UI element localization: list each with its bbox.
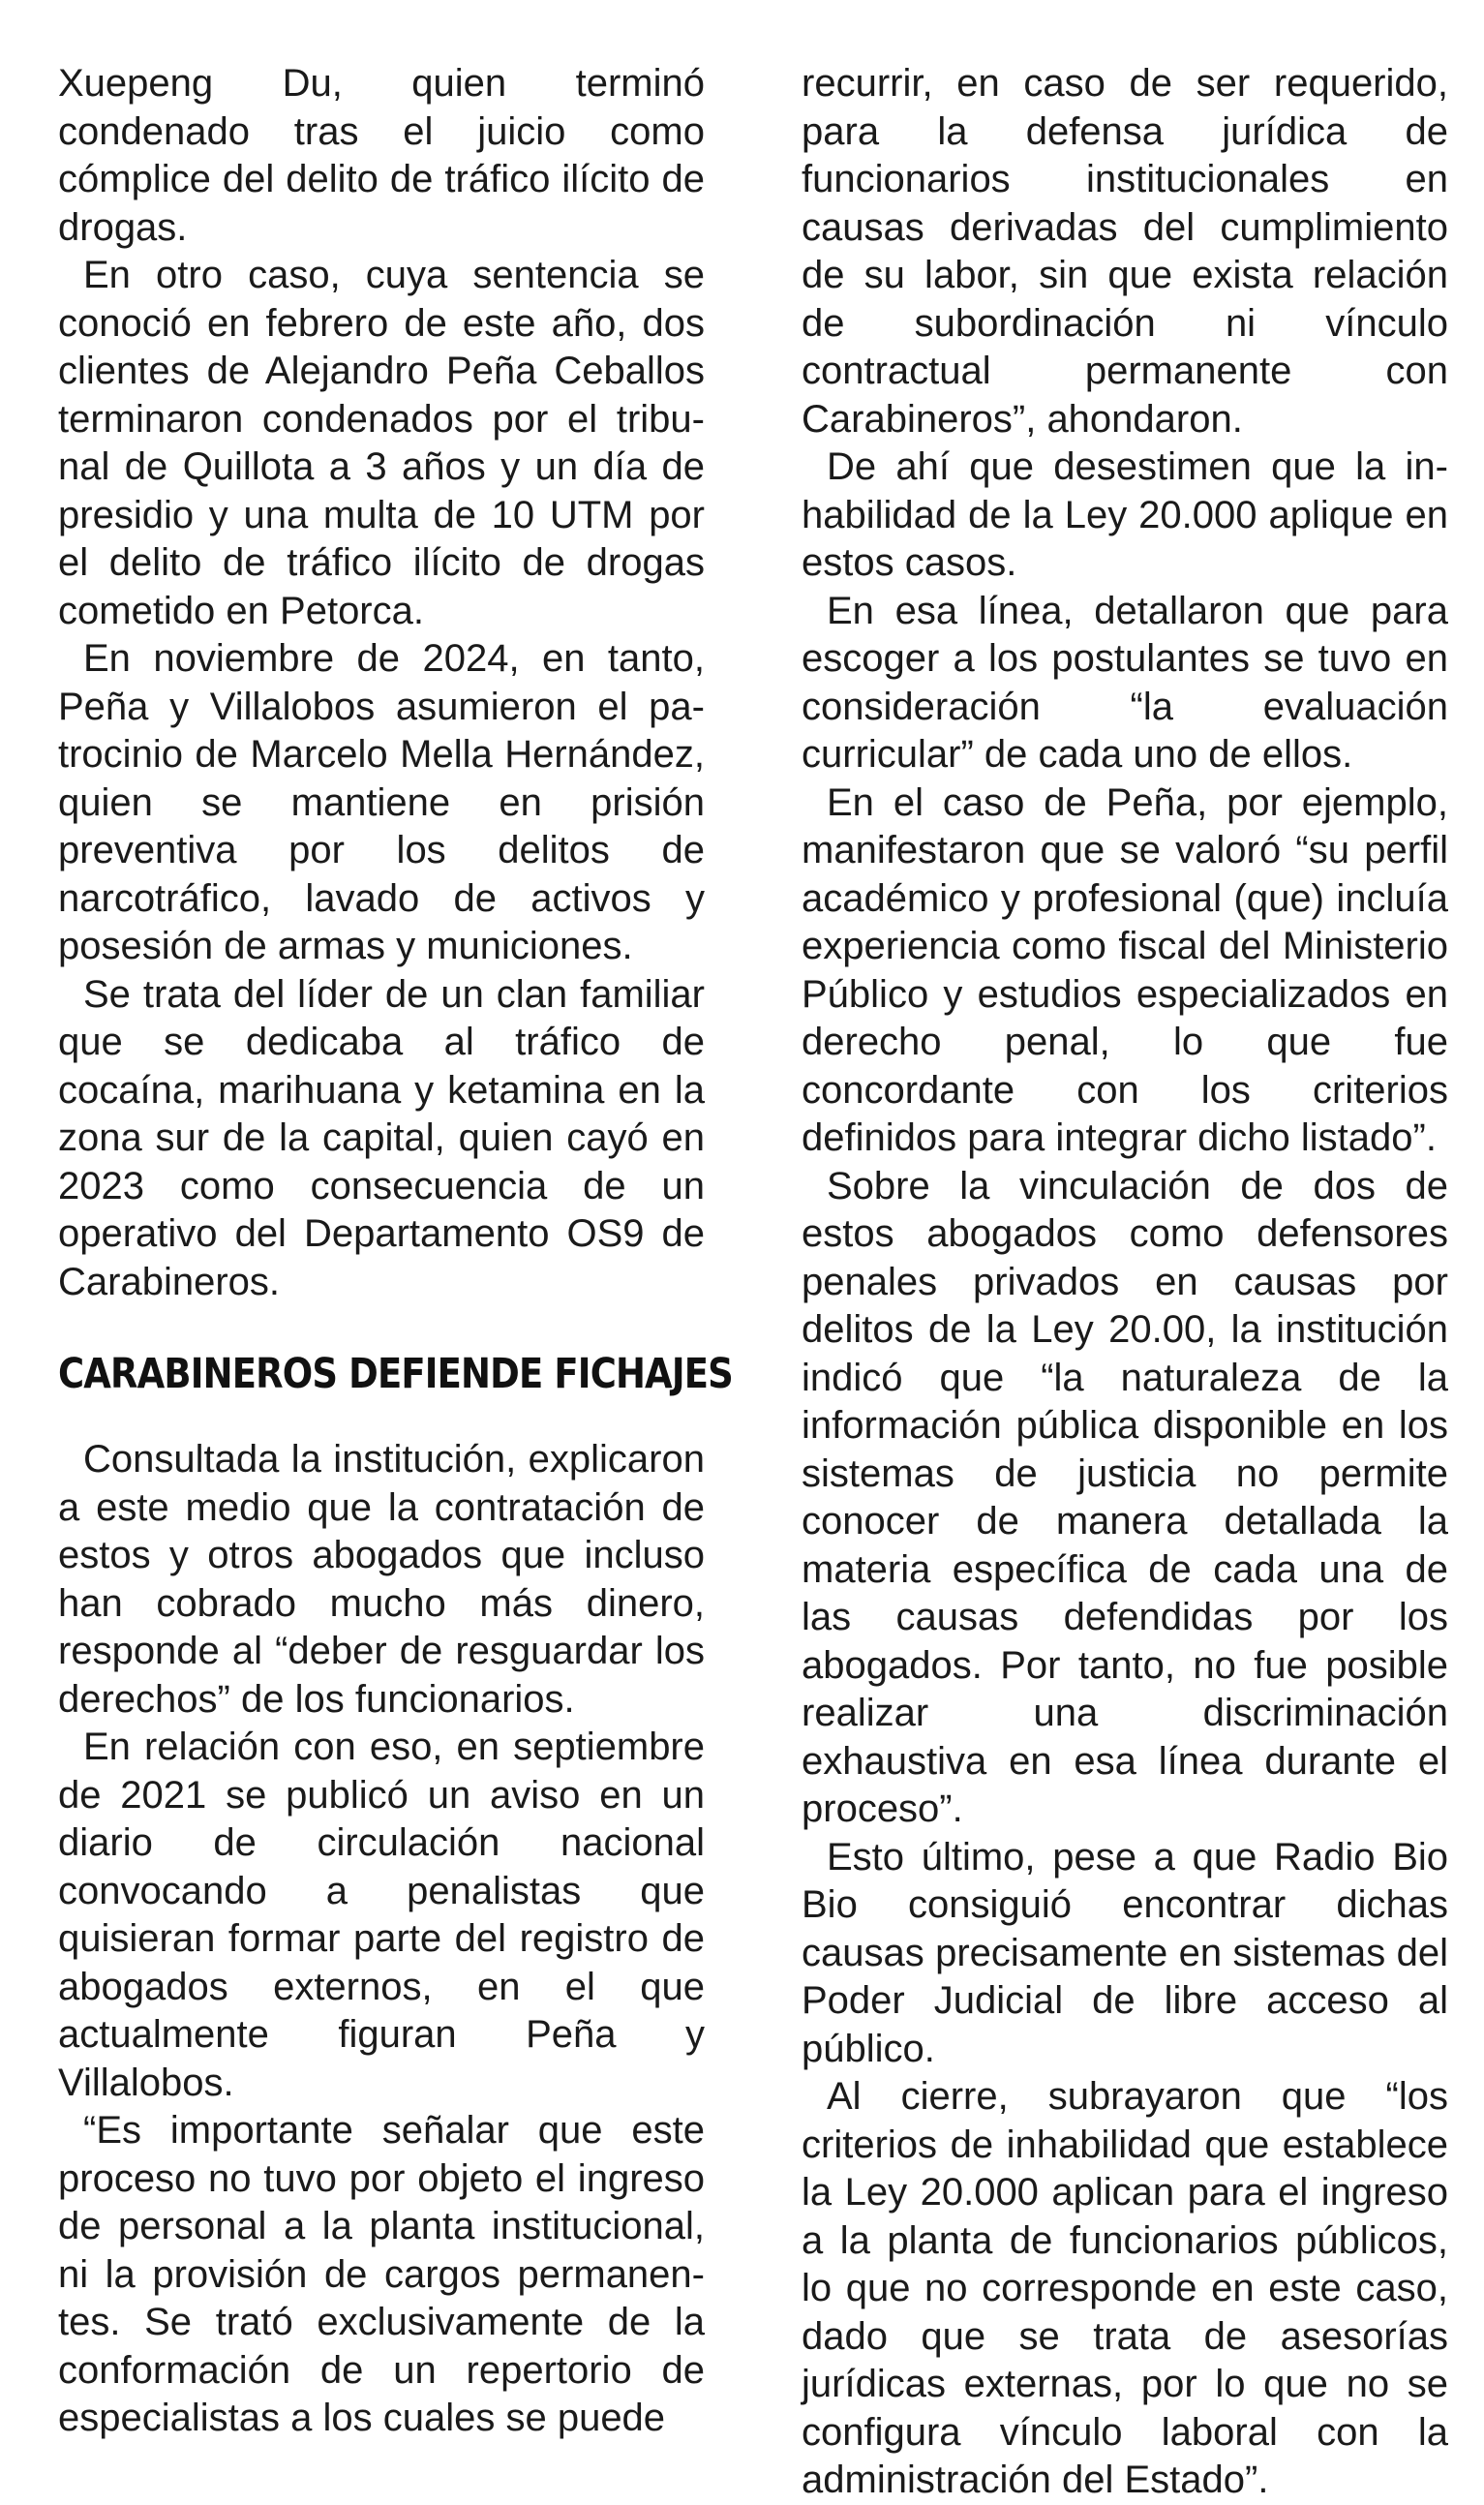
paragraph: Consultada la institución, explicaron a este medio que la contratación de estos y otros abogados que incluso han cobrado mucho más dinero, responde al “deber de resguardar los derechos” de los funcionarios.	[58, 1438, 705, 1721]
paragraph: En esa línea, detallaron que para escoger a los postulantes se tuvo en consideración “la evaluación curricular” de cada uno de ellos.	[802, 589, 1448, 776]
paragraph: recurrir, en caso de ser requerido, para la defensa jurídica de funcionarios institucionales en causas derivadas del cumplimiento de su labor, sin que exista relación de subordinación ni vínculo contractual permanente con Carabineros”, ahondaron.	[802, 62, 1448, 441]
paragraph: Esto último, pese a que Radio Bio Bio consiguió encontrar dichas causas precisamente en sistemas del Poder Judicial de libre acceso al público.	[802, 1835, 1448, 2070]
section-subheading: CARABINEROS DEFIENDE FICHAJES	[58, 1350, 733, 1398]
paragraph: En el caso de Peña, por ejemplo, manifestaron que se valoró “su perfil académico y profesional (que) incluía experiencia como fiscal del Ministerio Público y estudios especializados en derecho penal, lo que fue concordante con los criterios definidos para integrar dicho listado”.	[802, 780, 1448, 1159]
paragraph: En otro caso, cuya sentencia se conoció en febrero de este año, dos clientes de Alejandro Peña Ceballos terminaron condenados por el tribunal de Quillota a 3 años y un día de presidio y una multa de 10 UTM por el delito de tráfico ilícito de drogas cometido en Petorca.	[58, 254, 705, 632]
paragraph: En relación con eso, en septiembre de 2021 se publicó un aviso en un diario de circulación nacional convocando a penalistas que quisieran formar parte del registro de abogados externos, en el que actualmente figuran Peña y Villalobos.	[58, 1726, 705, 2104]
right-column	[802, 60, 1448, 2505]
paragraph: Se trata del líder de un clan familiar que se dedicaba al tráfico de cocaína, marihuana y ketamina en la zona sur de la capital, quien cayó en 2023 como consecuencia de un operativo del Departamento OS9 de Carabineros.	[58, 972, 705, 1303]
paragraph: De ahí que desestimen que la inhabilidad de la Ley 20.000 aplique en estos casos.	[802, 445, 1448, 584]
left-column	[58, 60, 733, 2443]
paragraph: Sobre la vinculación de dos de estos abogados como defensores penales privados en causas por delitos de la Ley 20.00, la institución indicó que “la naturaleza de la información pública disponible en los sistemas de justicia no permite conocer de manera detallada la materia específica de cada una de las causas defendidas por los abogados. Por tanto, no fue posible realizar una discriminación exhaustiva en esa línea durante el proceso”.	[802, 1164, 1448, 1830]
paragraph: En noviembre de 2024, en tanto, Peña y Villalobos asumieron el patrocinio de Marcelo Mella Hernández, quien se mantiene en prisión preventiva por los delitos de narcotráfico, lavado de activos y posesión de armas y municiones.	[58, 637, 705, 967]
paragraph: Al cierre, subrayaron que “los criterios de inhabilidad que establece la Ley 20.000 aplican para el ingreso a la planta de funcionarios públicos, lo que no corresponde en este caso, dado que se trata de asesorías jurídicas externas, por lo que no se configura vínculo laboral con la administración del Estado”.	[802, 2075, 1448, 2501]
paragraph: “Es importante señalar que este proceso no tuvo por objeto el ingreso de personal a la planta institucional, ni la provisión de cargos permanentes. Se trató exclusivamente de la conformación de un repertorio de especialistas a los cuales se puede	[58, 2109, 705, 2439]
paragraph: Xuepeng Du, quien terminó condenado tras el juicio como cómplice del delito de tráfico ilícito de drogas.	[58, 62, 705, 249]
